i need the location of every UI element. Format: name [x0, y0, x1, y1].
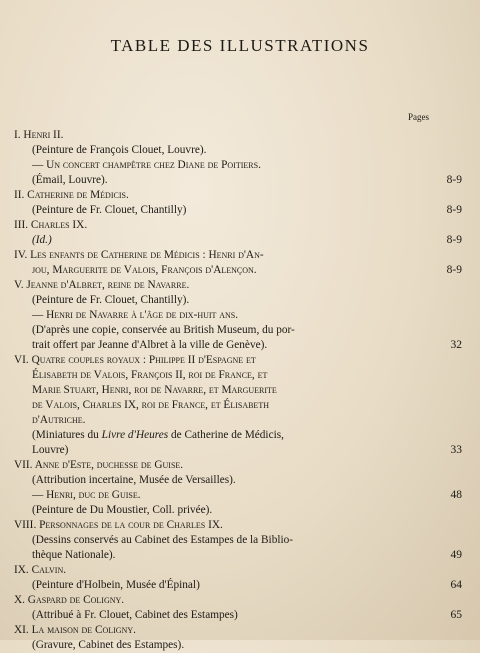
entry-heading: X. Gaspard de Coligny.: [14, 594, 125, 606]
entry-heading-cont: Marie Stuart, Henri, roi de Navarre, et Marguerite: [32, 384, 277, 396]
entry-heading-cont: de Valois, Charles IX, roi de France, et Élisabeth: [32, 399, 269, 411]
entry-heading: III. Charles IX.: [14, 219, 88, 231]
page-number: 8-9: [446, 204, 462, 216]
page-number: 33: [450, 444, 462, 456]
entry-heading-cont: jou, Marguerite de Valois, François d'Alençon. 8-9: [32, 264, 462, 276]
entry-heading: VII. Anne d'Este, duchesse de Guise.: [14, 459, 184, 471]
entry-heading: II. Catherine de Médicis.: [14, 189, 129, 201]
page-number: 49: [450, 549, 462, 561]
entry-caption: Louvre) 33: [32, 444, 462, 456]
page-number: 8-9: [446, 264, 462, 276]
entry-heading: XI. La maison de Coligny.: [14, 624, 136, 636]
entry-caption: (Attribué à Fr. Clouet, Cabinet des Estampes) 65: [32, 609, 462, 621]
entry-heading: IX. Calvin.: [14, 564, 67, 576]
entry-caption: (Miniatures du Livre d'Heures de Catherine de Médicis,: [32, 429, 284, 441]
entry-heading-cont: d'Autriche.: [32, 414, 86, 426]
entry-caption: trait offert par Jeanne d'Albret à la ville de Genève). 32: [32, 339, 462, 351]
illustration-list: [14, 128, 470, 653]
entry-caption: thèque Nationale). 49: [32, 549, 462, 561]
page-number: 32: [450, 339, 462, 351]
entry-caption: (Dessins conservés au Cabinet des Estampes de la Biblio-: [32, 534, 294, 546]
entry-caption: (Id.) 8-9: [32, 234, 462, 246]
page-number: 8-9: [446, 234, 462, 246]
entry-caption: (Peinture de François Clouet, Louvre).: [32, 144, 207, 156]
entry-caption: (Attribution incertaine, Musée de Versailles).: [32, 474, 236, 486]
page-number: 64: [450, 579, 462, 591]
page-number: 8-9: [446, 174, 462, 186]
entry-caption: (Peinture de Fr. Clouet, Chantilly).: [32, 294, 190, 306]
entry-heading: IV. Les enfants de Catherine de Médicis : Henri d'An-: [14, 249, 264, 261]
entry-heading: I. Henri II.: [14, 129, 64, 141]
entry-caption: (Émail, Louvre). 8-9: [32, 174, 462, 186]
entry-subheading: — Henri de Navarre à l'âge de dix-huit ans.: [32, 309, 239, 321]
page-number: 65: [450, 609, 462, 621]
page-title: TABLE DES ILLUSTRATIONS: [110, 36, 370, 55]
page-number: 48: [450, 489, 462, 501]
entry-caption: (Peinture de Fr. Clouet, Chantilly) 8-9: [32, 204, 462, 216]
entry-heading: VI. Quatre couples royaux : Philippe II d'Espagne et: [14, 354, 256, 366]
entry-heading-cont: Élisabeth de Valois, François II, roi de France, et: [32, 369, 268, 381]
entry-caption: (D'après une copie, conservée au British Museum, du por-: [32, 324, 295, 336]
entry-caption: (Peinture d'Holbein, Musée d'Épinal) 64: [32, 579, 462, 591]
entry-caption: (Peinture de Du Moustier, Coll. privée).: [32, 504, 213, 516]
entry-subheading: — Henri, duc de Guise. 48: [32, 489, 462, 501]
entry-heading: VIII. Personnages de la cour de Charles IX.: [14, 519, 223, 531]
pages-column-label: Pages: [408, 112, 429, 122]
entry-caption: (Gravure, Cabinet des Estampes).: [32, 639, 185, 651]
entry-heading: V. Jeanne d'Albret, reine de Navarre.: [14, 279, 190, 291]
entry-subheading: — Un concert champêtre chez Diane de Poitiers.: [32, 159, 261, 171]
